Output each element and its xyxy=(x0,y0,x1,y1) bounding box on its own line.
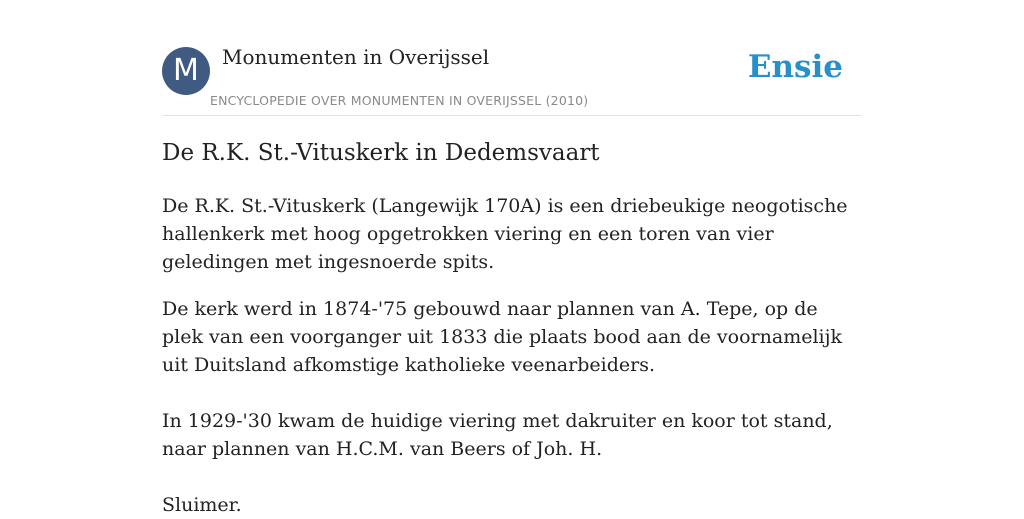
site-avatar[interactable]: M xyxy=(162,47,210,95)
article-title: De R.K. St.-Vituskerk in Dedemsvaart xyxy=(162,140,600,166)
article-paragraph: De kerk werd in 1874-'75 gebouwd naar plannen van A. Tepe, op de plek van een voorganger uit 1833 die plaats bood aan de voornamelijk uit Duitsland afkomstige katholieke veenarbeiders. xyxy=(162,298,843,376)
site-subtitle: ENCYCLOPEDIE OVER MONUMENTEN IN OVERIJSSEL (2010) xyxy=(210,93,589,108)
article-paragraph: Sluimer. xyxy=(162,494,242,516)
header-divider xyxy=(162,115,862,116)
site-title-link[interactable]: Monumenten in Overijssel xyxy=(222,45,490,69)
article-paragraph: De R.K. St.-Vituskerk (Langewijk 170A) is een driebeukige neogotische hallenkerk met hoog opgetrokken viering en een toren van vier geledingen met ingesnoerde spits. xyxy=(162,195,848,273)
article-paragraph: In 1929-'30 kwam de huidige viering met dakruiter en koor tot stand, naar plannen van H.C.M. van Beers of Joh. H. xyxy=(162,410,833,460)
ensie-logo-link[interactable]: Ensie xyxy=(747,49,843,85)
